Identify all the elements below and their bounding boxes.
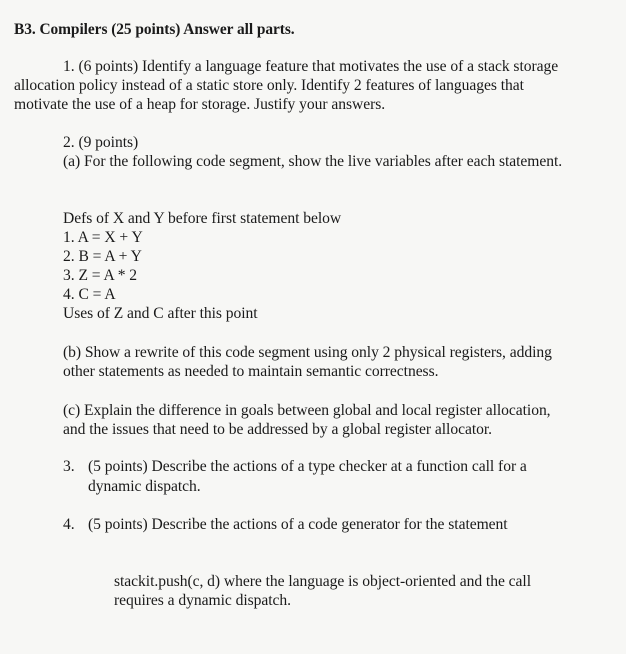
question-3-line-2: dynamic dispatch. — [88, 478, 201, 495]
code-statement: 4. C = A — [63, 286, 116, 303]
question-3-line-1: (5 points) Describe the actions of a type checker at a function call for a — [88, 458, 527, 475]
question-4-statement-line-1: stackit.push(c, d) where the language is object-oriented and the call — [114, 573, 531, 590]
question-2-part-c-line-2: and the issues that need to be addressed by a global register allocator. — [63, 421, 492, 438]
question-2-part-c-line-1: (c) Explain the difference in goals between global and local register allocation, — [63, 402, 551, 419]
question-4-line: (5 points) Describe the actions of a code generator for the statement — [88, 516, 508, 533]
code-statement: 1. A = X + Y — [63, 229, 143, 246]
question-4-statement-line-2: requires a dynamic dispatch. — [114, 592, 291, 609]
question-1-line-3: motivate the use of a heap for storage. Justify your answers. — [14, 96, 386, 113]
question-2-part-b-line-1: (b) Show a rewrite of this code segment using only 2 physical registers, adding — [63, 344, 552, 361]
code-preamble: Defs of X and Y before first statement below — [63, 210, 342, 227]
code-postamble: Uses of Z and C after this point — [63, 305, 258, 322]
question-2-heading: 2. (9 points) — [63, 134, 139, 151]
question-2-part-a: (a) For the following code segment, show the live variables after each statement. — [63, 153, 563, 170]
question-2-part-b-line-2: other statements as needed to maintain semantic correctness. — [63, 363, 439, 380]
question-1-line-2: allocation policy instead of a static store only. Identify 2 features of languages that — [14, 77, 524, 94]
question-4-number: 4. — [63, 516, 75, 533]
code-statement: 2. B = A + Y — [63, 248, 142, 265]
question-1-line-1: 1. (6 points) Identify a language feature that motivates the use of a stack storage — [63, 58, 559, 75]
code-statement: 3. Z = A * 2 — [63, 267, 138, 284]
question-3-number: 3. — [63, 458, 75, 475]
section-title: B3. Compilers (25 points) Answer all parts. — [14, 21, 295, 38]
